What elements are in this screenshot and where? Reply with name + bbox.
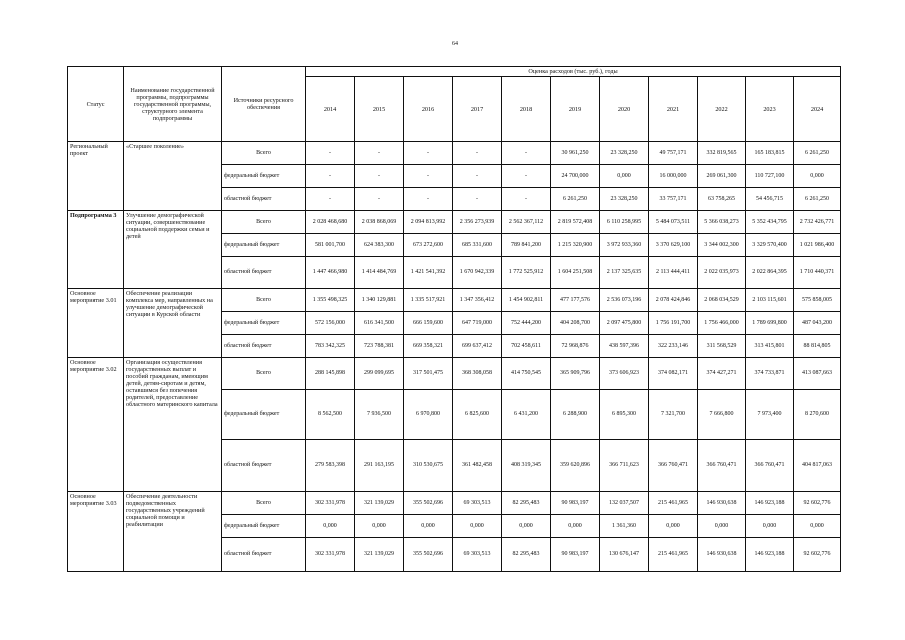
- name-cell: Обеспечение реализации комплекса мер, направленных на улучшение демографической ситуации в Курской области: [124, 289, 222, 358]
- source-cell: Всего: [222, 358, 306, 390]
- value-cell: 404 817,063: [794, 440, 841, 492]
- page-number: 64: [452, 41, 458, 47]
- value-cell: 2 819 572,408: [551, 211, 600, 234]
- value-cell: 0,000: [600, 165, 649, 188]
- value-cell: 2 137 325,635: [600, 257, 649, 289]
- value-cell: 54 456,715: [746, 188, 794, 211]
- source-cell: федеральный бюджет: [222, 165, 306, 188]
- header-year: 2014: [306, 77, 355, 142]
- value-cell: 332 819,565: [698, 142, 746, 165]
- source-cell: федеральный бюджет: [222, 390, 306, 440]
- value-cell: 365 909,796: [551, 358, 600, 390]
- value-cell: 2 028 468,680: [306, 211, 355, 234]
- value-cell: 90 983,197: [551, 538, 600, 572]
- value-cell: 302 331,978: [306, 538, 355, 572]
- status-cell: Подпрограмма 3: [68, 211, 124, 289]
- value-cell: 0,000: [306, 515, 355, 538]
- value-cell: 5 352 434,795: [746, 211, 794, 234]
- table-header: [68, 67, 841, 142]
- value-cell: 3 329 570,400: [746, 234, 794, 257]
- value-cell: 624 383,300: [355, 234, 404, 257]
- name-cell: «Старшее поколение»: [124, 142, 222, 211]
- value-cell: 2 038 868,069: [355, 211, 404, 234]
- value-cell: 438 597,396: [600, 335, 649, 358]
- value-cell: 7 321,700: [649, 390, 698, 440]
- value-cell: 321 139,029: [355, 538, 404, 572]
- value-cell: 6 431,200: [502, 390, 551, 440]
- value-cell: 669 358,321: [404, 335, 453, 358]
- value-cell: 616 341,500: [355, 312, 404, 335]
- value-cell: 23 328,250: [600, 188, 649, 211]
- value-cell: 723 788,381: [355, 335, 404, 358]
- source-cell: федеральный бюджет: [222, 234, 306, 257]
- value-cell: 63 758,265: [698, 188, 746, 211]
- value-cell: 23 328,250: [600, 142, 649, 165]
- value-cell: 1 756 191,700: [649, 312, 698, 335]
- source-cell: областной бюджет: [222, 335, 306, 358]
- value-cell: 373 606,923: [600, 358, 649, 390]
- source-cell: Всего: [222, 142, 306, 165]
- value-cell: 3 972 933,360: [600, 234, 649, 257]
- value-cell: 6 288,900: [551, 390, 600, 440]
- value-cell: 1 361,360: [600, 515, 649, 538]
- value-cell: 2 078 424,846: [649, 289, 698, 312]
- value-cell: 310 530,675: [404, 440, 453, 492]
- value-cell: 0,000: [746, 515, 794, 538]
- value-cell: 361 482,458: [453, 440, 502, 492]
- value-cell: 789 841,200: [502, 234, 551, 257]
- value-cell: -: [355, 142, 404, 165]
- value-cell: 581 001,700: [306, 234, 355, 257]
- value-cell: 313 415,801: [746, 335, 794, 358]
- value-cell: 165 183,815: [746, 142, 794, 165]
- status-cell: Региональный проект: [68, 142, 124, 211]
- header-source: Источники ресурсного обеспечения: [222, 67, 306, 142]
- value-cell: 414 750,545: [502, 358, 551, 390]
- value-cell: 1 355 498,325: [306, 289, 355, 312]
- source-cell: областной бюджет: [222, 440, 306, 492]
- value-cell: 2 103 115,601: [746, 289, 794, 312]
- header-year: 2021: [649, 77, 698, 142]
- value-cell: 1 447 466,980: [306, 257, 355, 289]
- value-cell: -: [453, 165, 502, 188]
- value-cell: 355 502,696: [404, 538, 453, 572]
- value-cell: 1 454 902,811: [502, 289, 551, 312]
- table-row: [68, 142, 841, 165]
- name-cell: Обеспечение деятельности подведомственных государственных учреждений социальной помощи и реабилитации: [124, 492, 222, 572]
- header-year: 2024: [794, 77, 841, 142]
- value-cell: 269 061,300: [698, 165, 746, 188]
- table-row: [68, 289, 841, 312]
- value-cell: 132 037,507: [600, 492, 649, 515]
- value-cell: 699 637,412: [453, 335, 502, 358]
- value-cell: -: [453, 142, 502, 165]
- value-cell: 6 825,600: [453, 390, 502, 440]
- value-cell: 0,000: [551, 515, 600, 538]
- value-cell: 69 303,513: [453, 538, 502, 572]
- value-cell: 2 097 475,800: [600, 312, 649, 335]
- value-cell: 0,000: [794, 165, 841, 188]
- source-cell: Всего: [222, 492, 306, 515]
- value-cell: 0,000: [453, 515, 502, 538]
- value-cell: 92 602,776: [794, 492, 841, 515]
- value-cell: 366 711,623: [600, 440, 649, 492]
- value-cell: 1 215 320,900: [551, 234, 600, 257]
- header-year: 2016: [404, 77, 453, 142]
- value-cell: 3 344 002,300: [698, 234, 746, 257]
- value-cell: 2 562 367,112: [502, 211, 551, 234]
- value-cell: 685 331,600: [453, 234, 502, 257]
- header-year: 2017: [453, 77, 502, 142]
- header-name: Наименование государственной программы, подпрограммы государственной программы, структурного элемента подпрограммы: [124, 67, 222, 142]
- value-cell: 0,000: [794, 515, 841, 538]
- value-cell: 215 461,965: [649, 492, 698, 515]
- value-cell: 82 295,483: [502, 492, 551, 515]
- value-cell: 92 602,776: [794, 538, 841, 572]
- value-cell: 8 270,600: [794, 390, 841, 440]
- value-cell: 1 421 541,392: [404, 257, 453, 289]
- value-cell: 5 484 073,511: [649, 211, 698, 234]
- header-year: 2023: [746, 77, 794, 142]
- value-cell: 6 110 258,995: [600, 211, 649, 234]
- value-cell: 49 757,171: [649, 142, 698, 165]
- value-cell: 752 444,200: [502, 312, 551, 335]
- value-cell: 33 757,171: [649, 188, 698, 211]
- value-cell: 30 961,250: [551, 142, 600, 165]
- budget-table: [67, 66, 841, 572]
- value-cell: 2 022 035,973: [698, 257, 746, 289]
- value-cell: 146 930,638: [698, 538, 746, 572]
- value-cell: 673 272,600: [404, 234, 453, 257]
- value-cell: -: [404, 165, 453, 188]
- header-status: Статус: [68, 67, 124, 142]
- value-cell: 366 760,471: [698, 440, 746, 492]
- value-cell: -: [306, 188, 355, 211]
- value-cell: 1 335 517,921: [404, 289, 453, 312]
- value-cell: 374 427,271: [698, 358, 746, 390]
- value-cell: 2 356 273,939: [453, 211, 502, 234]
- value-cell: 88 814,805: [794, 335, 841, 358]
- value-cell: 0,000: [355, 515, 404, 538]
- value-cell: 1 670 942,339: [453, 257, 502, 289]
- value-cell: -: [404, 188, 453, 211]
- value-cell: 3 370 629,100: [649, 234, 698, 257]
- value-cell: 146 923,188: [746, 538, 794, 572]
- value-cell: 2 536 073,196: [600, 289, 649, 312]
- value-cell: 1 710 440,371: [794, 257, 841, 289]
- value-cell: -: [355, 165, 404, 188]
- table-body: [68, 142, 841, 572]
- value-cell: 1 021 986,400: [794, 234, 841, 257]
- value-cell: -: [502, 188, 551, 211]
- value-cell: -: [502, 165, 551, 188]
- value-cell: 215 461,965: [649, 538, 698, 572]
- value-cell: 72 968,876: [551, 335, 600, 358]
- name-cell: Улучшение демографической ситуации, совершенствование социальной поддержки семьи и детей: [124, 211, 222, 289]
- value-cell: 146 923,188: [746, 492, 794, 515]
- value-cell: 368 308,058: [453, 358, 502, 390]
- value-cell: 1 756 466,000: [698, 312, 746, 335]
- value-cell: 366 760,471: [746, 440, 794, 492]
- value-cell: 90 983,197: [551, 492, 600, 515]
- value-cell: 408 319,345: [502, 440, 551, 492]
- value-cell: 321 139,029: [355, 492, 404, 515]
- value-cell: 1 789 699,800: [746, 312, 794, 335]
- value-cell: 8 562,500: [306, 390, 355, 440]
- value-cell: 783 342,325: [306, 335, 355, 358]
- name-cell: Организация осуществления государственных выплат и пособий гражданам, имеющим детей, детям-сиротам и детям, оставшимся без попечения родителей, предоставление областного материнского капитала: [124, 358, 222, 492]
- value-cell: 1 772 525,912: [502, 257, 551, 289]
- value-cell: 0,000: [649, 515, 698, 538]
- value-cell: 2 022 864,395: [746, 257, 794, 289]
- value-cell: 702 458,611: [502, 335, 551, 358]
- value-cell: 311 568,529: [698, 335, 746, 358]
- value-cell: 1 347 356,412: [453, 289, 502, 312]
- value-cell: 575 858,005: [794, 289, 841, 312]
- value-cell: 404 208,700: [551, 312, 600, 335]
- header-year: 2019: [551, 77, 600, 142]
- value-cell: 24 700,000: [551, 165, 600, 188]
- value-cell: 299 099,695: [355, 358, 404, 390]
- value-cell: 130 676,147: [600, 538, 649, 572]
- source-cell: федеральный бюджет: [222, 515, 306, 538]
- status-cell: Основное мероприятие 3.01: [68, 289, 124, 358]
- value-cell: 0,000: [404, 515, 453, 538]
- value-cell: 487 043,200: [794, 312, 841, 335]
- source-cell: федеральный бюджет: [222, 312, 306, 335]
- value-cell: 7 666,800: [698, 390, 746, 440]
- header-year: 2018: [502, 77, 551, 142]
- header-year: 2015: [355, 77, 404, 142]
- value-cell: 322 233,146: [649, 335, 698, 358]
- value-cell: 317 501,475: [404, 358, 453, 390]
- value-cell: 1 604 251,508: [551, 257, 600, 289]
- value-cell: 110 727,100: [746, 165, 794, 188]
- value-cell: 6 261,250: [551, 188, 600, 211]
- value-cell: 2 068 034,529: [698, 289, 746, 312]
- value-cell: 0,000: [502, 515, 551, 538]
- value-cell: 279 583,398: [306, 440, 355, 492]
- value-cell: 288 145,898: [306, 358, 355, 390]
- value-cell: -: [453, 188, 502, 211]
- value-cell: 6 261,250: [794, 142, 841, 165]
- value-cell: 1 340 129,881: [355, 289, 404, 312]
- value-cell: 647 719,000: [453, 312, 502, 335]
- value-cell: 6 970,800: [404, 390, 453, 440]
- table-row: [68, 358, 841, 390]
- value-cell: -: [306, 142, 355, 165]
- value-cell: 146 930,638: [698, 492, 746, 515]
- source-cell: областной бюджет: [222, 257, 306, 289]
- source-cell: Всего: [222, 211, 306, 234]
- value-cell: 16 000,000: [649, 165, 698, 188]
- header-year: 2022: [698, 77, 746, 142]
- source-cell: областной бюджет: [222, 188, 306, 211]
- value-cell: 6 261,250: [794, 188, 841, 211]
- value-cell: 7 973,400: [746, 390, 794, 440]
- value-cell: 69 303,513: [453, 492, 502, 515]
- table-row: [68, 492, 841, 515]
- header-expenses: Оценка расходов (тыс. руб.), годы: [306, 67, 841, 77]
- value-cell: -: [355, 188, 404, 211]
- value-cell: 477 177,576: [551, 289, 600, 312]
- source-cell: Всего: [222, 289, 306, 312]
- value-cell: 413 087,663: [794, 358, 841, 390]
- value-cell: 374 733,871: [746, 358, 794, 390]
- value-cell: 302 331,978: [306, 492, 355, 515]
- status-cell: Основное мероприятие 3.02: [68, 358, 124, 492]
- value-cell: 374 082,171: [649, 358, 698, 390]
- value-cell: 366 760,471: [649, 440, 698, 492]
- source-cell: областной бюджет: [222, 538, 306, 572]
- value-cell: 572 156,000: [306, 312, 355, 335]
- value-cell: 355 502,696: [404, 492, 453, 515]
- value-cell: 82 295,483: [502, 538, 551, 572]
- value-cell: 2 732 426,771: [794, 211, 841, 234]
- value-cell: 7 936,500: [355, 390, 404, 440]
- value-cell: 1 414 484,769: [355, 257, 404, 289]
- value-cell: 2 113 444,411: [649, 257, 698, 289]
- value-cell: 2 094 813,992: [404, 211, 453, 234]
- value-cell: 6 895,300: [600, 390, 649, 440]
- value-cell: 359 620,896: [551, 440, 600, 492]
- value-cell: 291 163,195: [355, 440, 404, 492]
- status-cell: Основное мероприятие 3.03: [68, 492, 124, 572]
- value-cell: -: [502, 142, 551, 165]
- value-cell: 0,000: [698, 515, 746, 538]
- table-row: [68, 211, 841, 234]
- header-year: 2020: [600, 77, 649, 142]
- value-cell: -: [404, 142, 453, 165]
- value-cell: -: [306, 165, 355, 188]
- value-cell: 666 159,600: [404, 312, 453, 335]
- value-cell: 5 366 038,273: [698, 211, 746, 234]
